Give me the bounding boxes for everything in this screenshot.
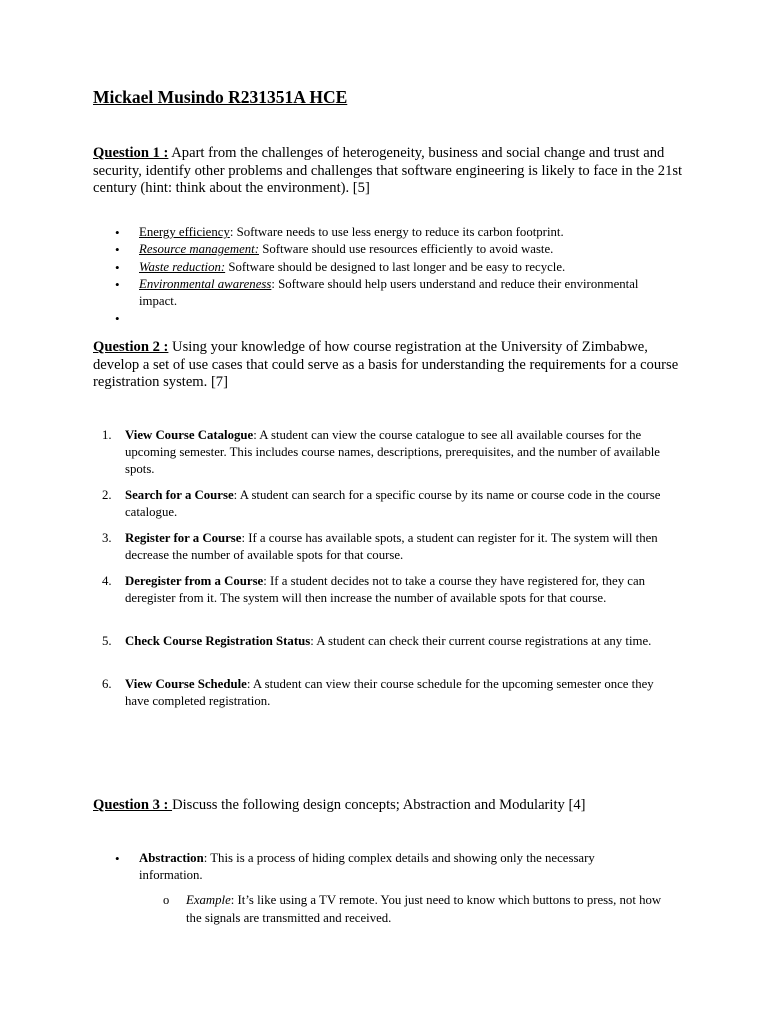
use-case-name: Search for a Course — [125, 488, 234, 502]
question-3-label: Question 3 : — [93, 797, 173, 813]
use-case-number: 2. — [102, 488, 112, 502]
list-item-text: : This is a process of hiding complex details and showing only the necessary information. — [139, 851, 595, 883]
sub-bullet-marker: o — [163, 893, 170, 907]
document-title: Mickael Musindo R231351A HCE — [93, 87, 348, 107]
question-1-answer-list — [139, 224, 639, 328]
question-2 — [93, 339, 683, 392]
question-3-answer-list — [139, 850, 659, 885]
use-case-name: View Course Catalogue — [125, 428, 254, 442]
list-item-term: Abstraction — [139, 851, 204, 865]
sub-list-item-term: Example — [186, 893, 231, 907]
list-item-term: Environmental awareness — [139, 276, 272, 291]
question-1-text: Apart from the challenges of heterogeneity, business and social change and trust and security, identify other problems and challenges that software engineering is likely to face in the 21st century (hint: think about the environment). [5] — [93, 145, 683, 196]
empty-list-item — [139, 310, 639, 327]
sub-list-item-text: : It’s like using a TV remote. You just need to know which buttons to press, not how the signals are transmitted and received. — [186, 893, 662, 925]
use-case-description: : A student can view their course schedule for the upcoming semester once they have completed registration. — [125, 677, 654, 708]
use-case-number: 1. — [102, 428, 112, 442]
use-case-number: 5. — [102, 634, 112, 648]
list-item — [139, 850, 659, 885]
question-3-text: Discuss the following design concepts; Abstraction and Modularity [4] — [172, 797, 586, 813]
list-item — [139, 224, 639, 241]
use-case-name: Register for a Course — [125, 531, 242, 545]
question-1 — [93, 145, 683, 198]
list-item — [139, 259, 639, 276]
use-case-description: : If a student decides not to take a course they have registered for, they can deregister from it. The system will then increase the number of available spots for that course. — [125, 574, 646, 605]
use-case-description: : A student can view the course catalogue to see all available courses for the upcoming semester. This includes course names, descriptions, prerequisites, and the number of available spots. — [125, 428, 660, 476]
use-case-description: : A student can search for a specific course by its name or course code in the course catalogue. — [125, 488, 661, 519]
list-item-text: Software should be designed to last longer and be easy to recycle. — [225, 259, 566, 274]
question-1-label: Question 1 : — [93, 145, 169, 161]
use-case-name: View Course Schedule — [125, 677, 247, 691]
list-item-text: Software should use resources efficiently to avoid waste. — [259, 242, 554, 257]
use-case-number: 4. — [102, 574, 112, 588]
list-item-text: : Software needs to use less energy to reduce its carbon footprint. — [229, 225, 564, 239]
list-item — [139, 276, 639, 311]
list-item — [139, 241, 639, 258]
use-case-description: : A student can check their current course registrations at any time. — [310, 634, 652, 648]
use-case-name: Check Course Registration Status — [125, 634, 311, 648]
question-2-label: Question 2 : — [93, 339, 169, 355]
use-case-name: Deregister from a Course — [125, 574, 264, 588]
question-2-text: Using your knowledge of how course registration at the University of Zimbabwe, develop a set of use cases that could serve as a basis for understanding the requirements for a course registration system. [7] — [93, 339, 679, 390]
list-item-term: Waste reduction: — [139, 259, 226, 274]
use-case-number: 6. — [102, 677, 112, 691]
list-item-term: Resource management: — [139, 242, 259, 257]
list-item-term: Energy efficiency — [139, 225, 230, 239]
use-case-description: : If a course has available spots, a student can register for it. The system will then decrease the number of available spots for that course. — [125, 531, 658, 562]
use-case-number: 3. — [102, 531, 112, 545]
list-item-text: : Software should help users understand and reduce their environmental impact. — [139, 276, 639, 309]
question-3 — [93, 797, 683, 815]
